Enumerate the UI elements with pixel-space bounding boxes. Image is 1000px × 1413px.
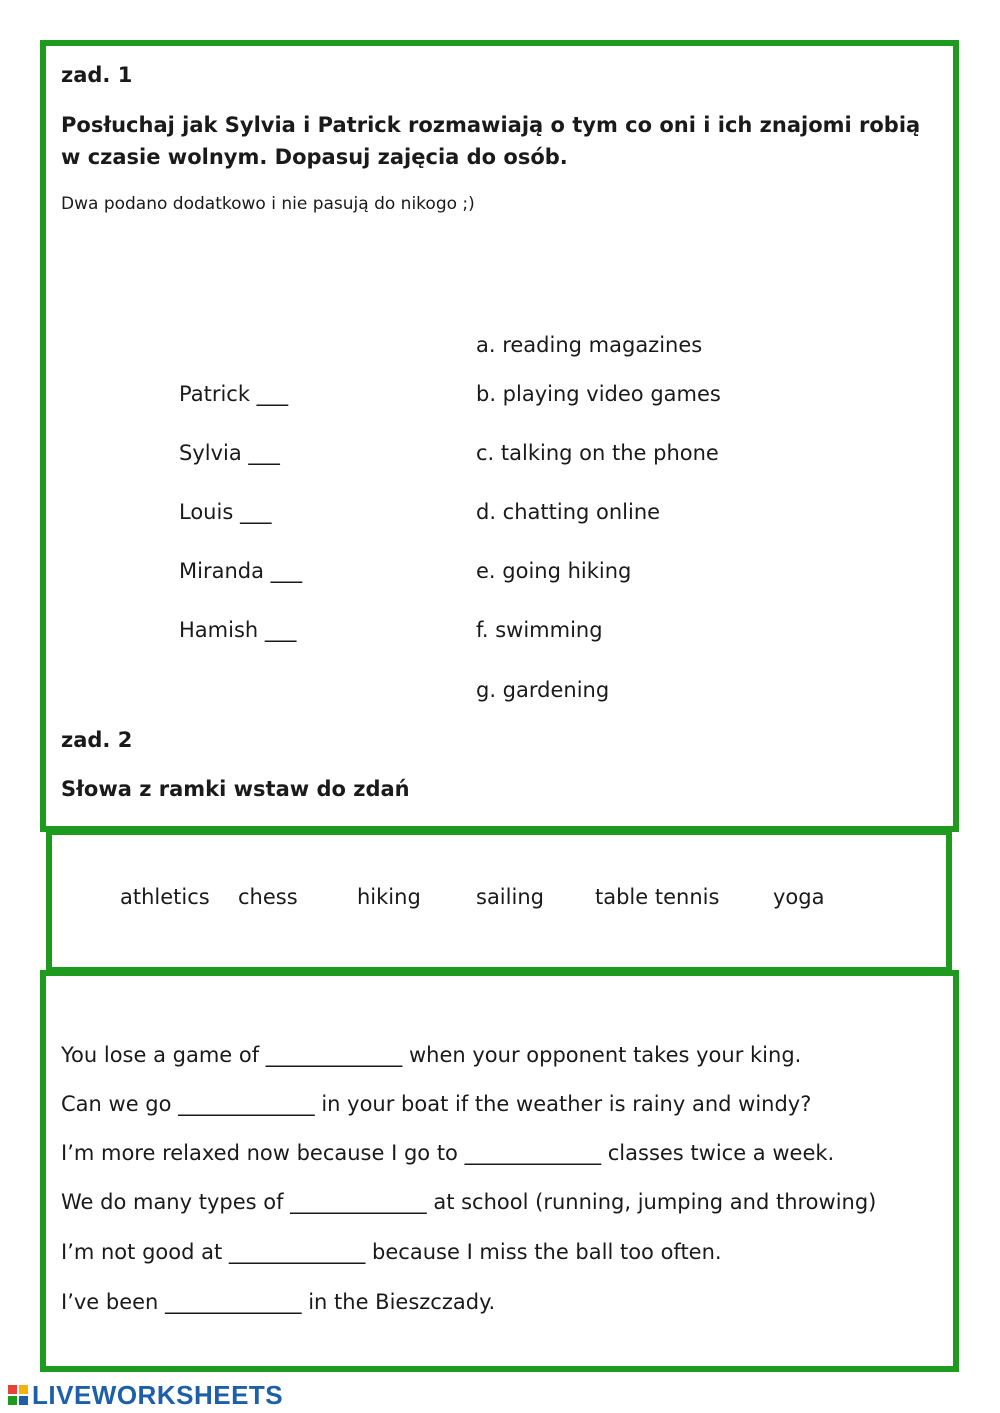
word-hiking: hiking (357, 885, 421, 909)
person-louis: Louis ___ (179, 500, 272, 524)
exercise-1-instruction: Posłuchaj jak Sylvia i Patrick rozmawiają o tym co oni i ich znajomi robią w czasie wolnym. Dopasuj zajęcia do osób. (61, 113, 921, 169)
person-miranda: Miranda ___ (179, 559, 303, 583)
logo-square-green (8, 1396, 17, 1405)
activity-a: a. reading magazines (476, 333, 703, 357)
logo-text: LIVEWORKSHEETS (32, 1379, 284, 1410)
activity-e: e. going hiking (476, 559, 632, 583)
sentence-6: I’ve been _____________ in the Bieszczady. (61, 1290, 496, 1314)
sentence-1: You lose a game of _____________ when your opponent takes your king. (61, 1043, 802, 1067)
exercise-2-instruction: Słowa z ramki wstaw do zdań (61, 777, 410, 801)
activity-d: d. chatting online (476, 500, 661, 524)
word-athletics: athletics (120, 885, 210, 909)
person-patrick: Patrick ___ (179, 382, 289, 406)
word-table-tennis: table tennis (595, 885, 720, 909)
sentence-3: I’m more relaxed now because I go to _____________ classes twice a week. (61, 1141, 835, 1165)
sentence-2: Can we go _____________ in your boat if the weather is rainy and windy? (61, 1092, 812, 1116)
logo-square-red (8, 1385, 17, 1394)
logo-square-blue (19, 1396, 28, 1405)
liveworksheets-logo[interactable] (8, 1381, 283, 1409)
activity-g: g. gardening (476, 678, 610, 702)
exercise-1-heading: zad. 1 (61, 63, 133, 87)
activity-b: b. playing video games (476, 382, 721, 406)
person-hamish: Hamish ___ (179, 618, 297, 642)
logo-squares-icon (8, 1385, 28, 1405)
activity-f: f. swimming (476, 618, 603, 642)
sentence-5: I’m not good at _____________ because I miss the ball too often. (61, 1240, 722, 1264)
logo-square-yellow (19, 1385, 28, 1394)
exercise-2-heading: zad. 2 (61, 728, 133, 752)
exercise-1-note: Dwa podano dodatkowo i nie pasują do nikogo ;) (61, 194, 475, 214)
word-yoga: yoga (773, 885, 825, 909)
activity-c: c. talking on the phone (476, 441, 719, 465)
word-chess: chess (238, 885, 298, 909)
person-sylvia: Sylvia ___ (179, 441, 280, 465)
word-sailing: sailing (476, 885, 544, 909)
sentence-4: We do many types of _____________ at school (running, jumping and throwing) (61, 1190, 877, 1214)
